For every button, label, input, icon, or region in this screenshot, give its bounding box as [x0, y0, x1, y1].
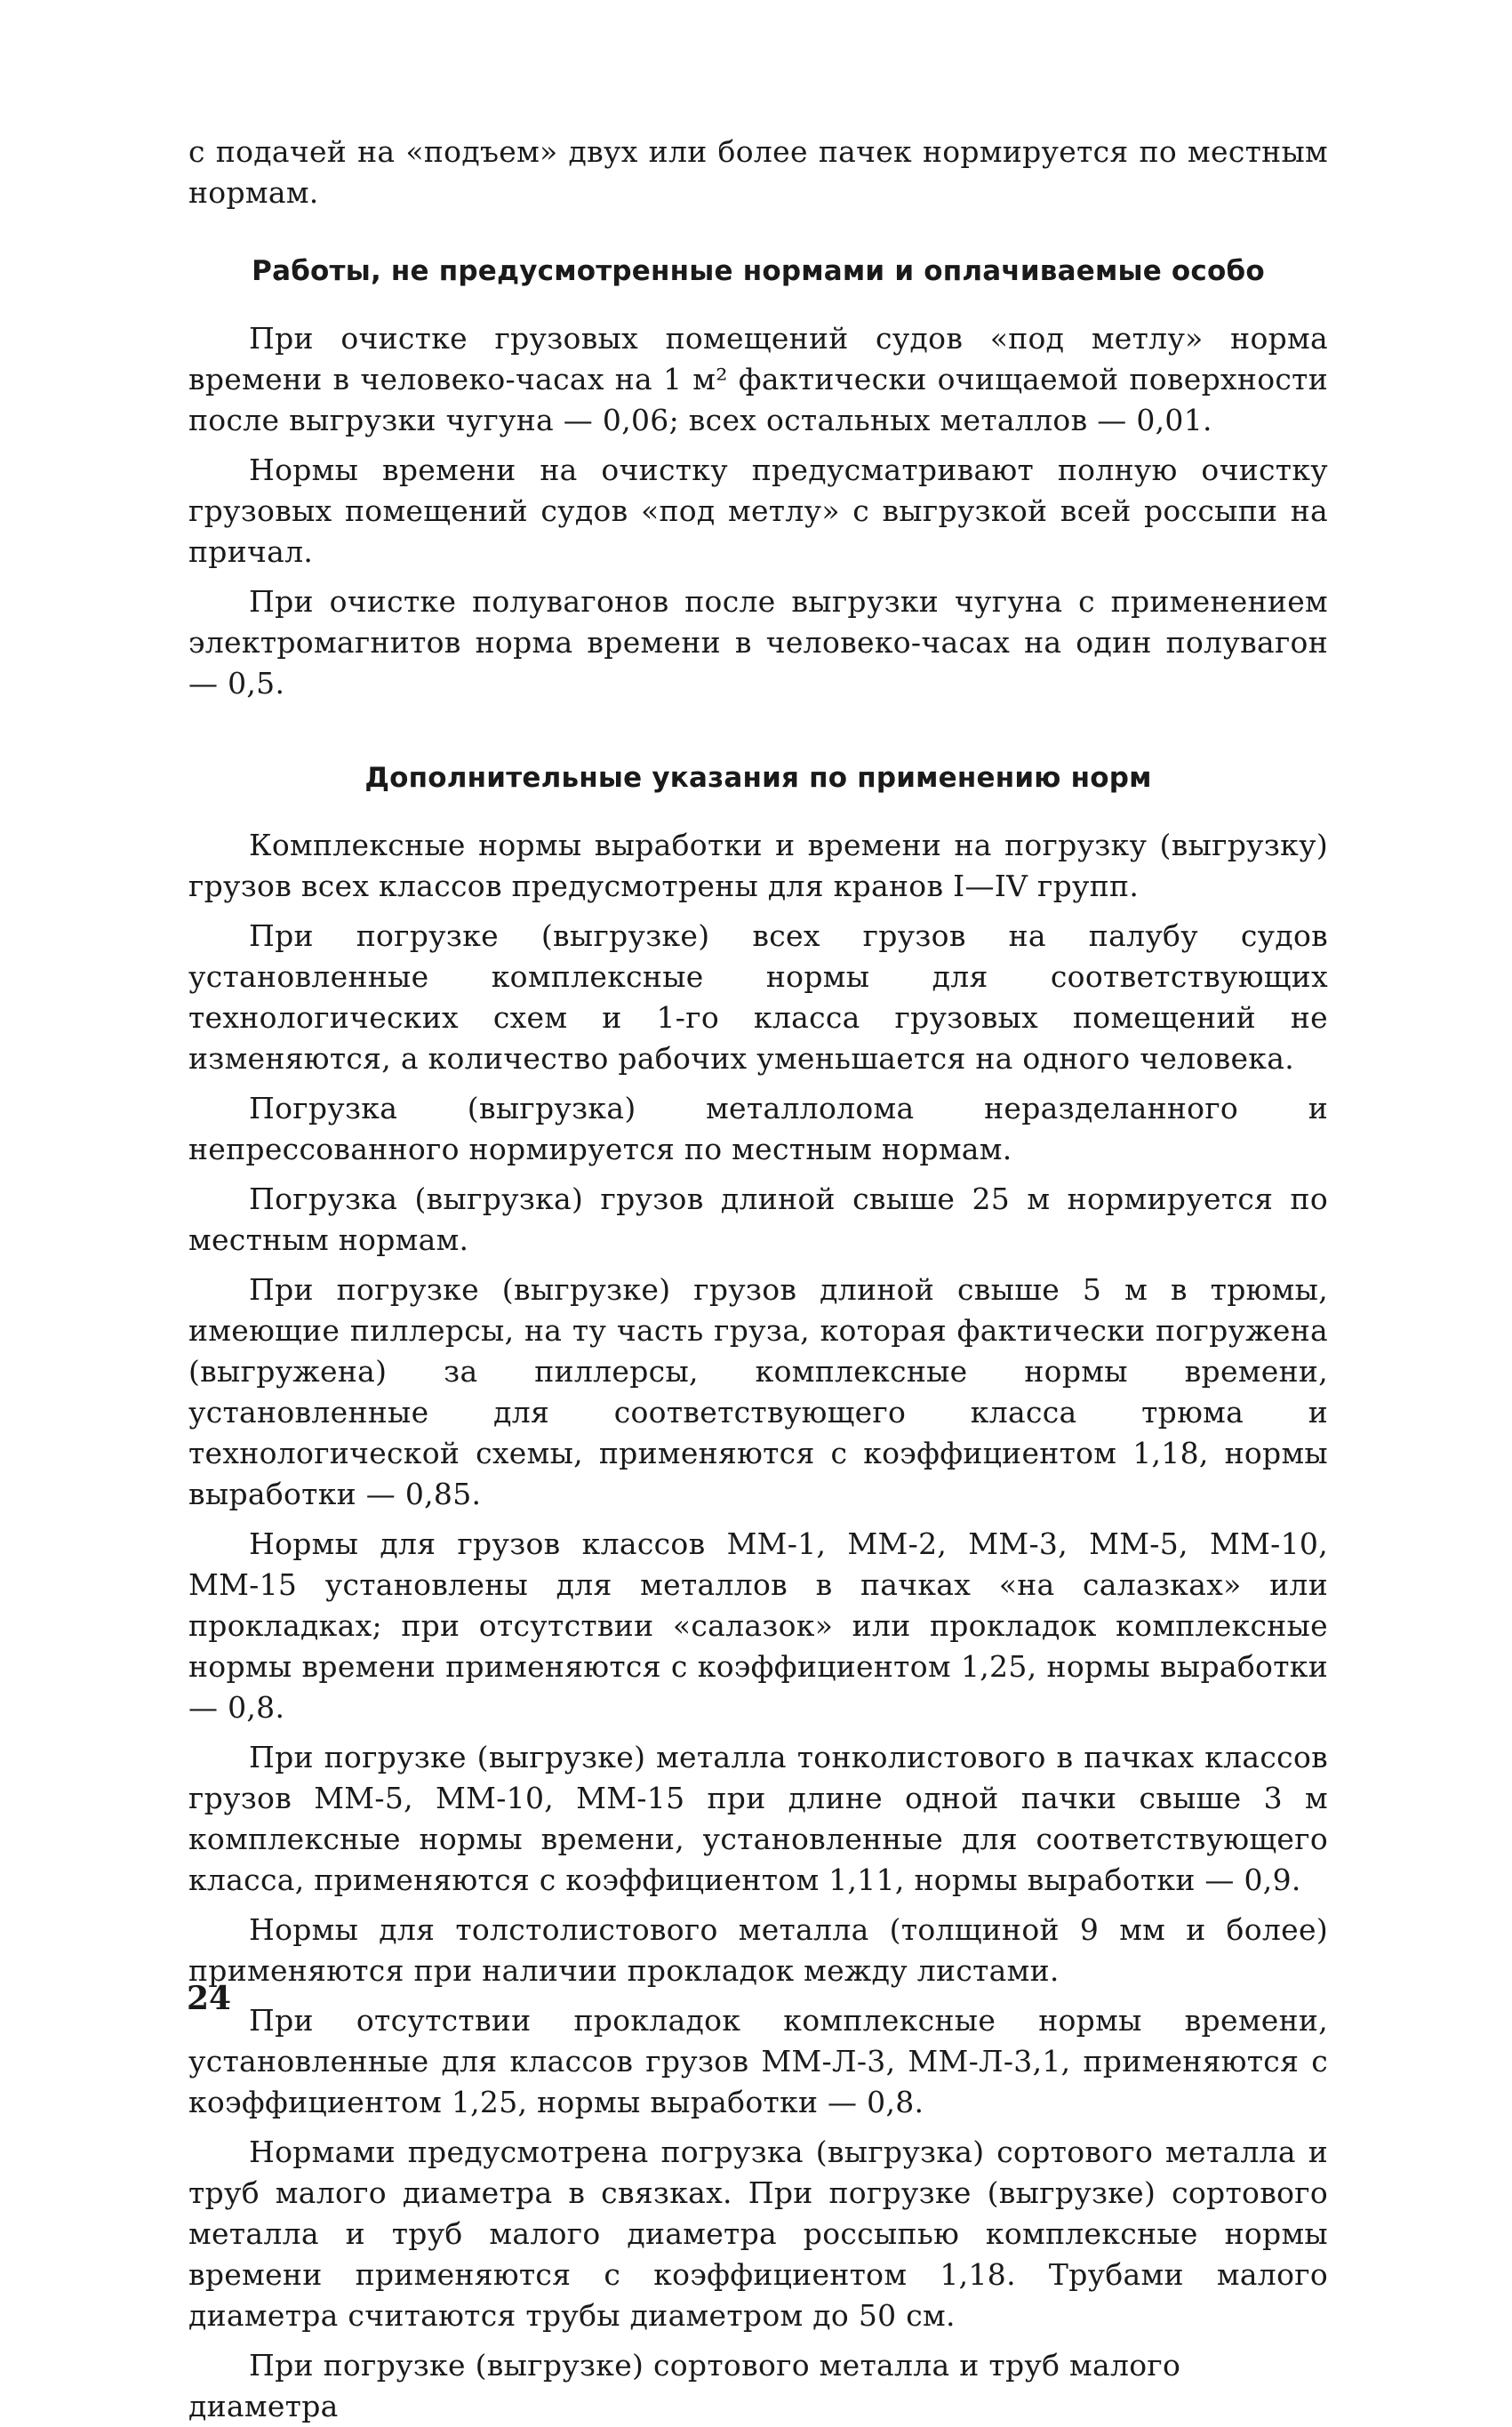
paragraph: Нормы для толстолистового металла (толщиной 9 мм и более) применяются при наличии прокладок между листами. — [188, 1912, 1328, 1988]
paragraph: При погрузке (выгрузке) всех грузов на палубу судов установленные комплексные нормы для соответствующих технологических схем и 1-го класса грузовых помещений не изменяются, а количество рабочих уменьшается на одного человека. — [188, 918, 1328, 1076]
paragraph: При погрузке (выгрузке) грузов длиной свыше 5 м в трюмы, имеющие пиллерсы, на ту часть груза, которая фактически погружена (выгружена) за пиллерсы, комплексные нормы времени, установленные для соответствующего класса трюма и технологической схемы, применяются с коэффициентом 1,18, нормы выработки — 0,85. — [188, 1272, 1328, 1511]
paragraph: При очистке полувагонов после выгрузки чугуна с применением электромагнитов норма времени в человеко-часах на один полувагон — 0,5. — [188, 584, 1328, 701]
paragraph: При отсутствии прокладок комплексные нормы времени, установленные для классов грузов ММ-Л-3, ММ-Л-3,1, применяются с коэффициентом 1,25, нормы выработки — 0,8. — [188, 2003, 1328, 2119]
paragraph: Погрузка (выгрузка) металлолома неразделанного и непрессованного нормируется по местным нормам. — [188, 1091, 1328, 1166]
section-heading-additional-instructions: Дополнительные указания по применению норм — [364, 762, 1152, 794]
paragraph: При очистке грузовых помещений судов «под метлу» норма времени в человеко-часах на 1 м² фактически очищаемой поверхности после выгрузки чугуна — 0,06; всех остальных металлов — 0,01. — [188, 321, 1328, 437]
continued-paragraph: с подачей на «подъем» двух или более пачек нормируется по местным нормам. — [188, 134, 1328, 210]
paragraph: Нормами предусмотрена погрузка (выгрузка) сортового металла и труб малого диаметра в связках. При погрузке (выгрузке) сортового металла и труб малого диаметра россыпью комплексные нормы времени применяются с коэффициентом 1,18. Трубами малого диаметра считаются трубы диаметром до 50 см. — [188, 2135, 1328, 2333]
paragraph: При погрузке (выгрузке) сортового металла и труб малого диаметра — [188, 2348, 1181, 2423]
document-page — [188, 132, 1328, 2427]
page-number: 24 — [187, 1980, 232, 2017]
paragraph: При погрузке (выгрузке) металла тонколистового в пачках классов грузов ММ-5, ММ-10, ММ-15 при длине одной пачки свыше 3 м комплексные нормы времени, установленные для соответствующего класса, применяются с коэффициентом 1,11, нормы выработки — 0,9. — [188, 1740, 1328, 1897]
paragraph: Погрузка (выгрузка) грузов длиной свыше 25 м нормируется по местным нормам. — [188, 1181, 1328, 1257]
paragraph: Нормы для грузов классов ММ-1, ММ-2, ММ-3, ММ-5, ММ-10, ММ-15 установлены для металлов в пачках «на салазках» или прокладках; при отсутствии «салазок» или прокладок комплексные нормы времени применяются с коэффициентом 1,25, нормы выработки — 0,8. — [188, 1526, 1328, 1725]
section-heading-special-work: Работы, не предусмотренные нормами и оплачиваемые особо — [252, 255, 1265, 287]
paragraph: Комплексные нормы выработки и времени на погрузку (выгрузку) грузов всех классов предусмотрены для кранов I—IV групп. — [188, 828, 1328, 903]
paragraph: Нормы времени на очистку предусматривают полную очистку грузовых помещений судов «под метлу» с выгрузкой всей россыпи на причал. — [188, 453, 1328, 569]
